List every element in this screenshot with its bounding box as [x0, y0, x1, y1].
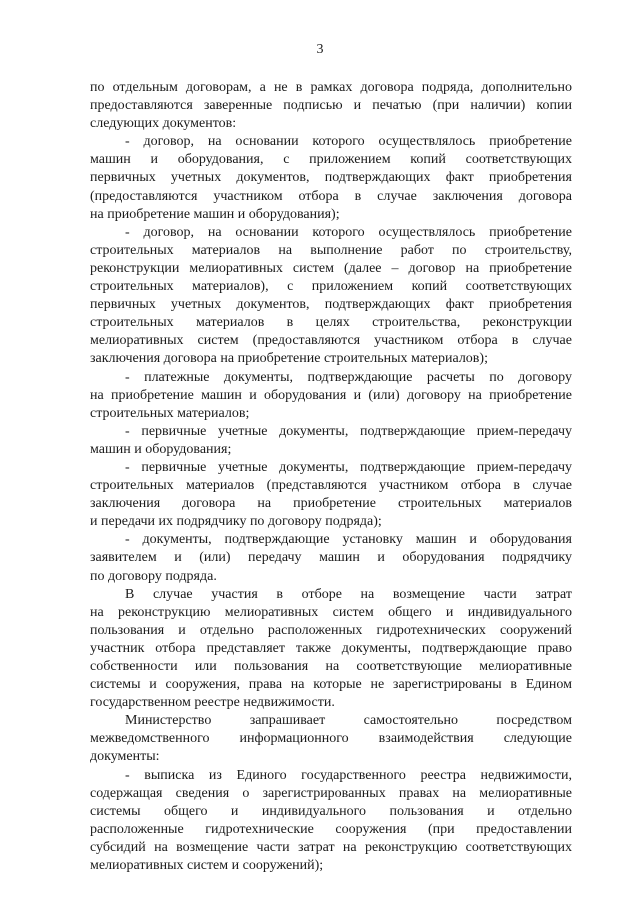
text-line: В случае участия в отборе на возмещение части затрат — [125, 586, 572, 602]
text-line: системы общего и индивидуального пользования и отдельно — [90, 803, 572, 819]
text-line: машин и оборудования, с приложением копий соответствующих — [90, 152, 572, 168]
text-line: строительных материалов на выполнение работ по строительству, — [90, 242, 572, 258]
text-line: заявителем и (или) передачу машин и оборудования подрядчику — [90, 550, 572, 566]
text-line: по отдельным договорам, а не в рамках договора подряда, дополнительно — [90, 80, 572, 95]
text-line: строительных материалов в целях строительства, реконструкции — [90, 315, 572, 331]
text-line: - документы, подтверждающие установку машин и оборудования — [125, 532, 572, 548]
text-line: - выписка из Единого государственного реестра недвижимости, — [125, 767, 572, 783]
text-line: - платежные документы, подтверждающие расчеты по договору — [125, 369, 572, 385]
text-line: строительных материалов; — [90, 405, 250, 421]
text-line: заключения договора на приобретение строительных материалов — [90, 496, 572, 512]
document-body — [90, 79, 572, 875]
text-line: на приобретение машин и оборудования и (или) договору на приобретение — [90, 387, 572, 403]
text-line: мелиоративных систем и сооружений); — [90, 858, 324, 874]
page-number: 3 — [316, 42, 324, 57]
text-line: машин и оборудования; — [90, 441, 232, 457]
text-line: системы и сооружения, права на которые не зарегистрированы в Едином — [90, 677, 572, 693]
text-line: собственности или пользования на соответствующие мелиоративные — [90, 659, 572, 674]
text-line: первичных учетных документов, подтверждающих факт приобретения — [90, 170, 572, 186]
text-line: первичных учетных документов, подтверждающих факт приобретения — [90, 297, 572, 313]
text-line: документы: — [90, 749, 160, 765]
text-line: строительных материалов (представляются участником отбора в случае — [90, 478, 572, 494]
text-line: мелиоративных систем (предоставляются участником отбора в случае — [90, 333, 572, 349]
text-line: и передачи их подрядчику по договору подряда); — [90, 514, 382, 530]
text-line: на реконструкцию мелиоративных систем общего и индивидуального — [90, 604, 572, 620]
text-line: участник отбора представляет также документы, подтверждающие право — [90, 640, 572, 656]
text-line: реконструкции мелиоративных систем (далее – договор на приобретение — [90, 260, 572, 276]
text-line: заключения договора на приобретение строительных материалов); — [90, 351, 488, 367]
text-line: - первичные учетные документы, подтверждающие прием-передачу — [125, 459, 572, 475]
text-line: расположенные гидротехнические сооружения (при предоставлении — [90, 821, 572, 837]
text-line: - договор, на основании которого осуществлялось приобретение — [125, 224, 572, 240]
text-line: межведомственного информационного взаимодействия следующие — [90, 731, 572, 747]
text-line: предоставляются заверенные подписью и печатью (при наличии) копии — [90, 98, 572, 114]
text-line: пользования и отдельно расположенных гидротехнических сооружений — [90, 622, 572, 638]
text-line: следующих документов: — [90, 116, 237, 132]
text-line: государственном реестре недвижимости. — [90, 695, 335, 711]
text-line: субсидий на возмещение части затрат на реконструкцию соответствующих — [90, 839, 572, 855]
text-line: Министерство запрашивает самостоятельно посредством — [125, 713, 572, 729]
text-line: - договор, на основании которого осуществлялось приобретение — [125, 134, 572, 150]
text-line: на приобретение машин и оборудования); — [90, 206, 340, 222]
text-line: строительных материалов), с приложением копий соответствующих — [90, 279, 572, 295]
text-line: по договору подряда. — [90, 568, 217, 584]
text-line: - первичные учетные документы, подтверждающие прием-передачу — [125, 423, 572, 439]
text-line: (предоставляются участником отбора в случае заключения договора — [90, 188, 572, 204]
text-line: содержащая сведения о зарегистрированных правах на мелиоративные — [90, 785, 572, 801]
